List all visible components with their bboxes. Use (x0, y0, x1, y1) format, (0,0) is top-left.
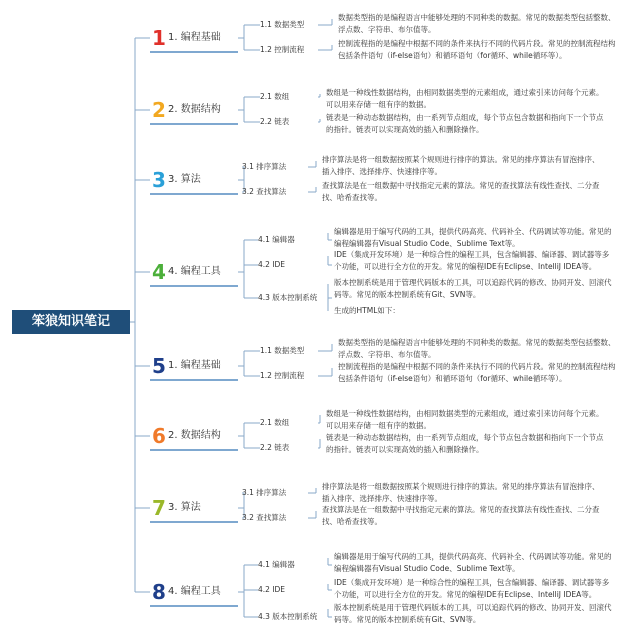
branch-underline (150, 51, 238, 53)
branch-label: 2. 数据结构 (168, 430, 221, 441)
leaf-description: 编辑器是用于编写代码的工具，提供代码高亮、代码补全、代码调试等功能。常见的编程编辑器有Visual Studio Code、Sublime Text等。 (334, 227, 612, 248)
leaf-node[interactable]: 4.1 编辑器 (258, 235, 295, 244)
branch-node[interactable] (150, 422, 238, 450)
branch-number-icon: 1 (152, 26, 166, 50)
branch-number-icon: 5 (152, 354, 166, 378)
branch-underline (150, 379, 238, 381)
leaf-description: IDE（集成开发环境）是一种综合性的编程工具，包含编辑器、编译器、调试器等多个功能，可以进行全方位的开发。常见的编程IDE有Eclipse、IntelliJ IDEA等。 (334, 578, 610, 599)
branch-node[interactable] (150, 166, 238, 194)
branch-underline (150, 193, 238, 195)
branch-number-icon: 4 (152, 260, 166, 284)
branch-number-icon: 8 (152, 580, 166, 604)
branch-underline (150, 521, 238, 523)
leaf-description: 版本控制系统是用于管理代码版本的工具，可以追踪代码的修改、协同开发、回滚代码等。常见的版本控制系统有Git、SVN等。 (334, 603, 612, 624)
leaf-description: 查找算法是在一组数据中寻找指定元素的算法。常见的查找算法有线性查找、二分查找、哈希查找等。 (322, 181, 600, 202)
leaf-description: 版本控制系统是用于管理代码版本的工具，可以追踪代码的修改、协同开发、回滚代码等。常见的版本控制系统有Git、SVN等。 (334, 278, 612, 299)
leaf-extra-note: 生成的HTML如下： (334, 306, 400, 315)
leaf-node[interactable]: 4.3 版本控制系统 (258, 612, 318, 621)
leaf-description: 排序算法是将一组数据按照某个规则进行排序的算法。常见的排序算法有冒泡排序、插入排序、选择排序、快速排序等。 (322, 482, 600, 503)
leaf-description: 数组是一种线性数据结构，由相同数据类型的元素组成，通过索引来访问每个元素。可以用来存储一组有序的数据。 (326, 409, 604, 430)
branch-number-icon: 7 (152, 496, 166, 520)
leaf-node[interactable]: 1.1 数据类型 (260, 346, 305, 355)
leaf-node[interactable]: 4.2 IDE (258, 260, 286, 269)
branch-node[interactable] (150, 494, 238, 522)
branch-number-icon: 6 (152, 424, 166, 448)
branch-number-icon: 2 (152, 98, 166, 122)
leaf-description: 数组是一种线性数据结构，由相同数据类型的元素组成，通过索引来访问每个元素。可以用来存储一组有序的数据。 (326, 88, 604, 109)
leaf-node[interactable]: 2.1 数组 (260, 418, 290, 427)
leaf-node[interactable]: 2.2 链表 (260, 443, 290, 452)
branch-number-icon: 3 (152, 168, 166, 192)
leaf-description: 链表是一种动态数据结构，由一系列节点组成，每个节点包含数据和指向下一个节点的指针。链表可以实现高效的插入和删除操作。 (326, 433, 604, 454)
branch-node[interactable] (150, 24, 238, 52)
branch-label: 2. 数据结构 (168, 104, 221, 115)
leaf-description: 数据类型指的是编程语言中能够处理的不同种类的数据。常见的数据类型包括整数、浮点数、字符串、布尔值等。 (338, 13, 616, 34)
leaf-node[interactable]: 1.2 控制流程 (260, 45, 305, 54)
leaf-node[interactable]: 1.2 控制流程 (260, 371, 305, 380)
branch-label: 1. 编程基础 (168, 360, 221, 371)
leaf-description: 查找算法是在一组数据中寻找指定元素的算法。常见的查找算法有线性查找、二分查找、哈希查找等。 (322, 505, 600, 526)
branch-label: 4. 编程工具 (168, 266, 221, 277)
branch-underline (150, 285, 238, 287)
leaf-node[interactable]: 3.1 排序算法 (242, 488, 287, 497)
leaf-node[interactable]: 4.1 编辑器 (258, 560, 295, 569)
leaf-description: IDE（集成开发环境）是一种综合性的编程工具，包含编辑器、编译器、调试器等多个功能，可以进行全方位的开发。常见的编程IDE有Eclipse、IntelliJ IDEA等。 (334, 250, 610, 271)
leaf-node[interactable]: 4.3 版本控制系统 (258, 293, 318, 302)
leaf-node[interactable]: 2.2 链表 (260, 117, 290, 126)
branch-underline (150, 123, 238, 125)
branch-node[interactable] (150, 258, 238, 286)
leaf-node[interactable]: 1.1 数据类型 (260, 20, 305, 29)
leaf-description: 数据类型指的是编程语言中能够处理的不同种类的数据。常见的数据类型包括整数、浮点数、字符串、布尔值等。 (338, 338, 616, 359)
leaf-description: 链表是一种动态数据结构，由一系列节点组成，每个节点包含数据和指向下一个节点的指针。链表可以实现高效的插入和删除操作。 (326, 113, 604, 134)
root-node[interactable]: 笨狼知识笔记 (12, 310, 130, 334)
branch-label: 3. 算法 (168, 174, 201, 185)
leaf-description: 控制流程指的是编程中根据不同的条件来执行不同的代码片段。常见的控制流程结构包括条件语句（if-else语句）和循环语句（for循环、while循环等）。 (338, 362, 616, 383)
branch-label: 3. 算法 (168, 502, 201, 513)
leaf-description: 排序算法是将一组数据按照某个规则进行排序的算法。常见的排序算法有冒泡排序、插入排序、选择排序、快速排序等。 (322, 155, 600, 176)
branch-node[interactable] (150, 96, 238, 124)
branch-underline (150, 449, 238, 451)
leaf-node[interactable]: 3.2 查找算法 (242, 513, 287, 522)
leaf-node[interactable]: 3.1 排序算法 (242, 162, 287, 171)
leaf-description: 控制流程指的是编程中根据不同的条件来执行不同的代码片段。常见的控制流程结构包括条件语句（if-else语句）和循环语句（for循环、while循环等）。 (338, 39, 616, 60)
branch-node[interactable] (150, 352, 238, 380)
branch-underline (150, 605, 238, 607)
branch-label: 1. 编程基础 (168, 32, 221, 43)
leaf-node[interactable]: 3.2 查找算法 (242, 187, 287, 196)
branch-label: 4. 编程工具 (168, 586, 221, 597)
branch-node[interactable] (150, 578, 238, 606)
leaf-node[interactable]: 4.2 IDE (258, 585, 286, 594)
leaf-description: 编辑器是用于编写代码的工具，提供代码高亮、代码补全、代码调试等功能。常见的编程编辑器有Visual Studio Code、Sublime Text等。 (334, 552, 612, 573)
leaf-node[interactable]: 2.1 数组 (260, 92, 290, 101)
